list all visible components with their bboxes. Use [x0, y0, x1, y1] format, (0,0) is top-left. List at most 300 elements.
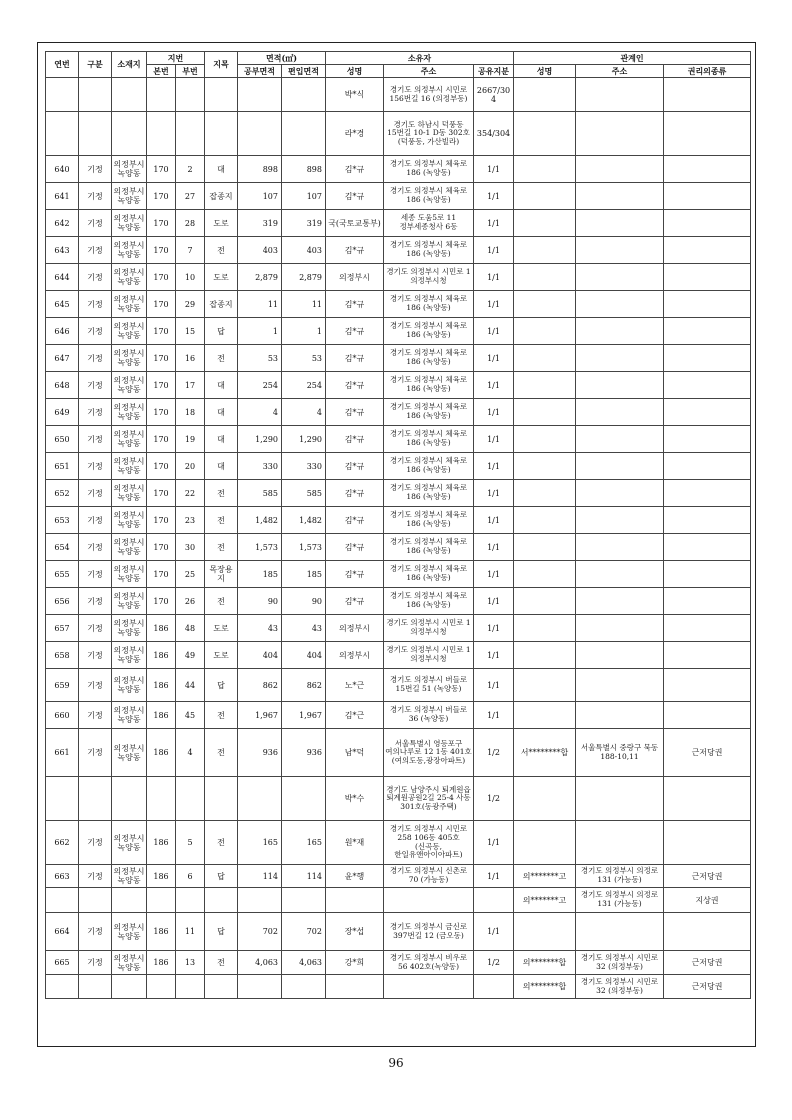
cell-owner-share: 1/1	[474, 865, 514, 888]
cell-jimok	[205, 975, 238, 999]
cell-rel-address: 경기도 의정부시 시민로 32 (의정부동)	[576, 951, 664, 975]
cell-bubeon: 27	[176, 183, 205, 210]
cell-gubun: 기정	[79, 399, 112, 426]
cell-area-included	[282, 975, 326, 999]
cell-gubun: 기정	[79, 291, 112, 318]
col-yeonbeon: 연번	[46, 52, 79, 78]
cell-gubun: 기정	[79, 702, 112, 729]
cell-area-public	[238, 975, 282, 999]
cell-bonbeon: 186	[147, 821, 176, 865]
cell-owner-name: 남*덕	[326, 729, 384, 777]
cell-yeonbeon: 640	[46, 156, 79, 183]
cell-bonbeon: 170	[147, 507, 176, 534]
cell-rel-address	[576, 399, 664, 426]
table-row	[46, 777, 751, 821]
cell-gubun	[79, 78, 112, 112]
table-row	[46, 642, 751, 669]
cell-jimok: 답	[205, 669, 238, 702]
cell-rel-name	[514, 345, 576, 372]
cell-bubeon: 48	[176, 615, 205, 642]
cell-owner-share: 1/1	[474, 913, 514, 951]
cell-bonbeon	[147, 975, 176, 999]
cell-rel-address	[576, 426, 664, 453]
cell-area-included: 1,290	[282, 426, 326, 453]
cell-rel-address	[576, 669, 664, 702]
cell-owner-name: 김*근	[326, 702, 384, 729]
cell-yeonbeon: 647	[46, 345, 79, 372]
cell-owner-name: 김*규	[326, 372, 384, 399]
cell-area-included: 90	[282, 588, 326, 615]
cell-rel-right	[664, 183, 751, 210]
cell-bubeon: 30	[176, 534, 205, 561]
cell-rel-address	[576, 913, 664, 951]
cell-owner-share: 1/2	[474, 729, 514, 777]
cell-area-public: 585	[238, 480, 282, 507]
cell-bubeon: 17	[176, 372, 205, 399]
cell-gubun: 기정	[79, 588, 112, 615]
cell-sojaeji: 의정부시 녹양동	[112, 264, 147, 291]
page-frame	[37, 42, 756, 1047]
col-owner: 소유자	[326, 52, 514, 65]
table-row	[46, 372, 751, 399]
cell-area-included: 165	[282, 821, 326, 865]
cell-jimok: 전	[205, 345, 238, 372]
cell-bonbeon: 186	[147, 702, 176, 729]
col-rel-name: 성명	[514, 65, 576, 78]
cell-yeonbeon: 644	[46, 264, 79, 291]
cell-owner-name: 김*규	[326, 291, 384, 318]
cell-area-public: 2,879	[238, 264, 282, 291]
cell-area-included	[282, 112, 326, 156]
cell-rel-address	[576, 345, 664, 372]
cell-rel-name	[514, 237, 576, 264]
cell-gubun: 기정	[79, 453, 112, 480]
cell-owner-share: 1/1	[474, 345, 514, 372]
cell-sojaeji: 의정부시 녹양동	[112, 156, 147, 183]
cell-owner-name: 윤*행	[326, 865, 384, 888]
cell-bonbeon: 186	[147, 642, 176, 669]
col-owner-address: 주소	[384, 65, 474, 78]
cell-gubun: 기정	[79, 913, 112, 951]
col-rel-address: 주소	[576, 65, 664, 78]
cell-yeonbeon: 645	[46, 291, 79, 318]
table-row	[46, 702, 751, 729]
cell-owner-share: 1/1	[474, 615, 514, 642]
cell-jimok: 대	[205, 426, 238, 453]
cell-owner-name	[326, 888, 384, 913]
col-jibeon: 지번	[147, 52, 205, 65]
cell-owner-name: 노*근	[326, 669, 384, 702]
cell-rel-right	[664, 642, 751, 669]
cell-rel-address: 경기도 의정부시 의정로 131 (가능동)	[576, 865, 664, 888]
cell-owner-share: 1/1	[474, 426, 514, 453]
cell-gubun	[79, 112, 112, 156]
col-gubun: 구분	[79, 52, 112, 78]
cell-area-included: 2,879	[282, 264, 326, 291]
cell-owner-address: 경기도 남양주시 퇴계원읍 퇴계원공원2길 25-4 사동 301호(동광주택)	[384, 777, 474, 821]
cell-yeonbeon	[46, 112, 79, 156]
cell-owner-address: 경기도 의정부시 금신로 397번길 12 (금오동)	[384, 913, 474, 951]
cell-bubeon: 44	[176, 669, 205, 702]
cell-area-included: 4	[282, 399, 326, 426]
cell-area-public	[238, 78, 282, 112]
cell-bonbeon: 170	[147, 183, 176, 210]
table-row	[46, 264, 751, 291]
cell-sojaeji: 의정부시 녹양동	[112, 345, 147, 372]
cell-area-included: 330	[282, 453, 326, 480]
cell-bubeon	[176, 888, 205, 913]
cell-gubun: 기정	[79, 183, 112, 210]
cell-rel-name	[514, 183, 576, 210]
cell-owner-address	[384, 888, 474, 913]
cell-jimok	[205, 888, 238, 913]
cell-sojaeji: 의정부시 녹양동	[112, 534, 147, 561]
cell-owner-name: 김*규	[326, 588, 384, 615]
cell-bonbeon: 170	[147, 156, 176, 183]
cell-rel-address	[576, 615, 664, 642]
cell-rel-address	[576, 264, 664, 291]
cell-area-included: 43	[282, 615, 326, 642]
cell-bubeon: 22	[176, 480, 205, 507]
cell-bubeon: 18	[176, 399, 205, 426]
cell-area-included: 11	[282, 291, 326, 318]
col-bonbeon: 본번	[147, 65, 176, 78]
cell-jimok	[205, 777, 238, 821]
cell-owner-address: 경기도 의정부시 체육로 186 (녹양동)	[384, 561, 474, 588]
cell-rel-address	[576, 237, 664, 264]
cell-jimok: 전	[205, 588, 238, 615]
table-row	[46, 399, 751, 426]
cell-owner-address: 경기도 의정부시 체육로 186 (녹양동)	[384, 507, 474, 534]
cell-jimok	[205, 78, 238, 112]
cell-rel-address	[576, 534, 664, 561]
cell-owner-share	[474, 888, 514, 913]
cell-area-public: 330	[238, 453, 282, 480]
cell-rel-name	[514, 264, 576, 291]
cell-owner-address: 경기도 의정부시 버들로 15번길 51 (녹양동)	[384, 669, 474, 702]
cell-area-public: 1,482	[238, 507, 282, 534]
cell-bubeon: 28	[176, 210, 205, 237]
cell-sojaeji	[112, 975, 147, 999]
cell-owner-address: 경기도 의정부시 체육로 186 (녹양동)	[384, 426, 474, 453]
table-row	[46, 318, 751, 345]
cell-rel-address	[576, 112, 664, 156]
cell-bubeon: 13	[176, 951, 205, 975]
cell-gubun	[79, 888, 112, 913]
cell-rel-name	[514, 821, 576, 865]
cell-bubeon: 29	[176, 291, 205, 318]
cell-rel-right	[664, 702, 751, 729]
cell-bonbeon: 186	[147, 913, 176, 951]
cell-rel-name	[514, 426, 576, 453]
cell-owner-share: 1/1	[474, 507, 514, 534]
cell-owner-name	[326, 975, 384, 999]
cell-rel-address	[576, 318, 664, 345]
cell-owner-name: 국(국토교통부)	[326, 210, 384, 237]
table-row	[46, 345, 751, 372]
cell-jimok: 전	[205, 951, 238, 975]
cell-bubeon: 4	[176, 729, 205, 777]
cell-bonbeon: 170	[147, 264, 176, 291]
cell-bonbeon	[147, 777, 176, 821]
cell-gubun: 기정	[79, 345, 112, 372]
cell-bubeon: 49	[176, 642, 205, 669]
cell-yeonbeon: 650	[46, 426, 79, 453]
cell-rel-address	[576, 210, 664, 237]
cell-jimok: 대	[205, 453, 238, 480]
cell-sojaeji: 의정부시 녹양동	[112, 480, 147, 507]
col-bubeon: 부번	[176, 65, 205, 78]
cell-area-public: 43	[238, 615, 282, 642]
col-jimok: 지목	[205, 52, 238, 78]
cell-rel-address	[576, 507, 664, 534]
cell-sojaeji: 의정부시 녹양동	[112, 642, 147, 669]
cell-sojaeji: 의정부시 녹양동	[112, 669, 147, 702]
cell-area-included: 702	[282, 913, 326, 951]
cell-bonbeon: 170	[147, 561, 176, 588]
cell-gubun: 기정	[79, 372, 112, 399]
cell-jimok: 전	[205, 729, 238, 777]
cell-area-public	[238, 888, 282, 913]
cell-owner-name: 김*규	[326, 480, 384, 507]
cell-rel-right: 근저당권	[664, 865, 751, 888]
cell-owner-share: 1/1	[474, 156, 514, 183]
cell-gubun: 기정	[79, 237, 112, 264]
cell-sojaeji: 의정부시 녹양동	[112, 913, 147, 951]
table-row	[46, 237, 751, 264]
table-row	[46, 888, 751, 913]
cell-rel-right	[664, 821, 751, 865]
cell-rel-name	[514, 534, 576, 561]
cell-bonbeon: 170	[147, 345, 176, 372]
cell-rel-name	[514, 210, 576, 237]
cell-bonbeon: 170	[147, 291, 176, 318]
cell-jimok: 도로	[205, 642, 238, 669]
cell-yeonbeon: 657	[46, 615, 79, 642]
table-row	[46, 480, 751, 507]
cell-area-public: 254	[238, 372, 282, 399]
cell-area-public: 1,573	[238, 534, 282, 561]
cell-bubeon: 23	[176, 507, 205, 534]
table-row	[46, 669, 751, 702]
cell-rel-name	[514, 78, 576, 112]
cell-gubun: 기정	[79, 821, 112, 865]
cell-owner-name: 김*규	[326, 183, 384, 210]
cell-area-included: 1	[282, 318, 326, 345]
cell-sojaeji: 의정부시 녹양동	[112, 702, 147, 729]
cell-gubun: 기정	[79, 951, 112, 975]
cell-yeonbeon: 653	[46, 507, 79, 534]
cell-owner-share: 1/1	[474, 669, 514, 702]
cell-owner-address: 경기도 의정부시 체육로 186 (녹양동)	[384, 372, 474, 399]
table-row	[46, 615, 751, 642]
cell-rel-name	[514, 480, 576, 507]
cell-jimok: 답	[205, 865, 238, 888]
cell-area-public: 1	[238, 318, 282, 345]
cell-sojaeji: 의정부시 녹양동	[112, 615, 147, 642]
cell-sojaeji: 의정부시 녹양동	[112, 291, 147, 318]
cell-sojaeji	[112, 112, 147, 156]
cell-area-included: 107	[282, 183, 326, 210]
cell-bubeon	[176, 777, 205, 821]
cell-area-public: 319	[238, 210, 282, 237]
col-rel-right: 권리의종류	[664, 65, 751, 78]
cell-owner-name: 강*희	[326, 951, 384, 975]
cell-bonbeon: 170	[147, 453, 176, 480]
cell-rel-name	[514, 777, 576, 821]
cell-sojaeji: 의정부시 녹양동	[112, 426, 147, 453]
cell-owner-address: 경기도 의정부시 체육로 186 (녹양동)	[384, 156, 474, 183]
cell-owner-share: 1/1	[474, 237, 514, 264]
cell-sojaeji	[112, 78, 147, 112]
cell-jimok: 목장용지	[205, 561, 238, 588]
cell-area-included: 319	[282, 210, 326, 237]
col-area-included: 편입면적	[282, 65, 326, 78]
cell-rel-name	[514, 642, 576, 669]
cell-rel-name	[514, 399, 576, 426]
cell-owner-address: 경기도 의정부시 체육로 186 (녹양동)	[384, 588, 474, 615]
cell-rel-right	[664, 210, 751, 237]
cell-owner-share: 1/1	[474, 561, 514, 588]
cell-bonbeon	[147, 888, 176, 913]
cell-sojaeji: 의정부시 녹양동	[112, 821, 147, 865]
cell-jimok: 전	[205, 821, 238, 865]
cell-area-public: 936	[238, 729, 282, 777]
cell-yeonbeon: 649	[46, 399, 79, 426]
table-row	[46, 156, 751, 183]
cell-sojaeji	[112, 888, 147, 913]
cell-owner-name: 장*섭	[326, 913, 384, 951]
cell-rel-right	[664, 453, 751, 480]
cell-area-public: 4,063	[238, 951, 282, 975]
cell-rel-name	[514, 156, 576, 183]
cell-bonbeon: 170	[147, 399, 176, 426]
cell-sojaeji: 의정부시 녹양동	[112, 588, 147, 615]
cell-sojaeji: 의정부시 녹양동	[112, 865, 147, 888]
cell-owner-share: 1/1	[474, 702, 514, 729]
cell-owner-name: 원*재	[326, 821, 384, 865]
cell-bonbeon: 186	[147, 951, 176, 975]
cell-owner-address: 서울특별시 영등포구 여의나루로 12 1동 401호 (여의도동,광장아파트)	[384, 729, 474, 777]
cell-yeonbeon: 664	[46, 913, 79, 951]
cell-jimok: 도로	[205, 210, 238, 237]
cell-owner-name: 의정부시	[326, 642, 384, 669]
cell-sojaeji: 의정부시 녹양동	[112, 183, 147, 210]
cell-rel-right	[664, 480, 751, 507]
cell-owner-name: 김*규	[326, 318, 384, 345]
land-register-table	[45, 51, 751, 999]
cell-rel-right: 지상권	[664, 888, 751, 913]
cell-yeonbeon	[46, 777, 79, 821]
cell-rel-name	[514, 702, 576, 729]
cell-rel-address	[576, 480, 664, 507]
cell-rel-address	[576, 372, 664, 399]
cell-owner-name: 김*규	[326, 453, 384, 480]
cell-owner-address: 경기도 의정부시 체육로 186 (녹양동)	[384, 291, 474, 318]
cell-rel-name	[514, 561, 576, 588]
cell-owner-address: 경기도 의정부시 체육로 186 (녹양동)	[384, 237, 474, 264]
cell-area-public: 404	[238, 642, 282, 669]
cell-area-included: 585	[282, 480, 326, 507]
cell-area-public: 11	[238, 291, 282, 318]
cell-bubeon: 7	[176, 237, 205, 264]
cell-gubun: 기정	[79, 426, 112, 453]
cell-owner-address: 경기도 의정부시 시민로 1 의정부시청	[384, 264, 474, 291]
cell-area-public: 4	[238, 399, 282, 426]
cell-owner-share: 2667/304	[474, 78, 514, 112]
cell-rel-right	[664, 112, 751, 156]
cell-area-included: 114	[282, 865, 326, 888]
cell-rel-right	[664, 507, 751, 534]
table-row	[46, 588, 751, 615]
cell-rel-right	[664, 264, 751, 291]
cell-bubeon	[176, 975, 205, 999]
cell-sojaeji: 의정부시 녹양동	[112, 729, 147, 777]
cell-area-included	[282, 78, 326, 112]
cell-owner-share: 1/1	[474, 534, 514, 561]
cell-sojaeji: 의정부시 녹양동	[112, 318, 147, 345]
cell-area-included: 254	[282, 372, 326, 399]
cell-gubun: 기정	[79, 534, 112, 561]
cell-bonbeon: 170	[147, 237, 176, 264]
cell-gubun: 기정	[79, 642, 112, 669]
cell-rel-right: 근저당권	[664, 951, 751, 975]
cell-rel-name	[514, 372, 576, 399]
cell-yeonbeon	[46, 888, 79, 913]
cell-rel-right	[664, 913, 751, 951]
cell-rel-name	[514, 913, 576, 951]
cell-jimok: 대	[205, 399, 238, 426]
cell-bonbeon: 170	[147, 210, 176, 237]
cell-sojaeji: 의정부시 녹양동	[112, 210, 147, 237]
cell-rel-right	[664, 78, 751, 112]
cell-yeonbeon: 662	[46, 821, 79, 865]
cell-area-included: 53	[282, 345, 326, 372]
cell-yeonbeon: 660	[46, 702, 79, 729]
cell-rel-name: 의*******합	[514, 951, 576, 975]
table-row	[46, 210, 751, 237]
cell-bubeon: 20	[176, 453, 205, 480]
cell-area-public: 185	[238, 561, 282, 588]
cell-rel-address	[576, 78, 664, 112]
col-area: 면적(㎡)	[238, 52, 326, 65]
cell-owner-address: 경기도 의정부시 체육로 186 (녹양동)	[384, 183, 474, 210]
cell-owner-address: 경기도 의정부시 체육로 186 (녹양동)	[384, 345, 474, 372]
cell-sojaeji: 의정부시 녹양동	[112, 561, 147, 588]
cell-rel-name	[514, 588, 576, 615]
cell-rel-right	[664, 534, 751, 561]
cell-owner-name: 박*수	[326, 777, 384, 821]
cell-rel-right	[664, 291, 751, 318]
cell-area-included	[282, 888, 326, 913]
cell-rel-name: 의*******합	[514, 975, 576, 999]
cell-bubeon: 6	[176, 865, 205, 888]
cell-rel-name	[514, 453, 576, 480]
cell-jimok: 대	[205, 156, 238, 183]
cell-gubun	[79, 777, 112, 821]
cell-owner-share: 1/1	[474, 399, 514, 426]
cell-area-included: 403	[282, 237, 326, 264]
table-row	[46, 821, 751, 865]
table-row	[46, 507, 751, 534]
cell-owner-name: 김*규	[326, 534, 384, 561]
cell-rel-name	[514, 291, 576, 318]
cell-rel-address	[576, 588, 664, 615]
cell-jimok: 전	[205, 237, 238, 264]
cell-rel-right	[664, 318, 751, 345]
cell-bubeon: 19	[176, 426, 205, 453]
cell-yeonbeon: 642	[46, 210, 79, 237]
